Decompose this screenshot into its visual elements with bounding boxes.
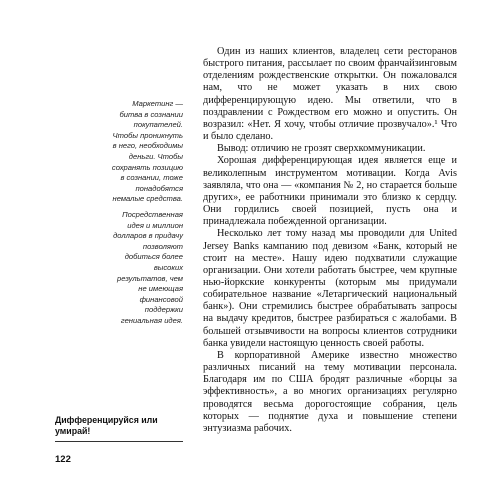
body-paragraph: Хорошая дифференцирующая идея является еще и великолепным инструментом мотивации. Когда Avis заявляла, что она — «компания № 2, но старается больше других», ее работники принимали это близко к сердцу. Они гордились своей позицией, пусть она и принадлежала побежденной организации. <box>203 155 457 228</box>
sidebar-quote-paragraph: Посредственная идея и миллион долларов в придачу позволяют добиться более высоких результатов, чем не имеющая финансовой поддержки гениальная идея. <box>113 209 183 325</box>
running-chapter-title: Дифференцируйся или умирай! <box>55 415 158 436</box>
body-paragraph: Один из наших клиентов, владелец сети ресторанов быстрого питания, рассылает по своим франчайзинговым отделениям рождественские открытки. Он пожаловался нам, что не может указать в них свою дифференцирующую идею. Мы ответили, что в поздравлении с Рождеством его можно и опустить. Он возразил: «Нет. Я хочу, чтобы отличие прозвучало».¹ Что и было сделано. <box>203 46 457 143</box>
page-number: 122 <box>55 454 71 465</box>
main-text-column <box>203 46 457 435</box>
body-paragraph: В корпоративной Америке известно множество различных писаний на тему мотивации персонала. Благодаря им по США бродят различные «борцы за эффективность», а во многих организациях регулярно проводятся весьма дорогостоящие собрания, цель которых — поднятие духа и повышение степени энтузиазма рабочих. <box>203 349 457 434</box>
body-paragraph: Вывод: отличию не грозят сверхкоммуникации. <box>217 143 426 155</box>
divider-rule <box>55 441 183 442</box>
sidebar-quote-paragraph: Маркетинг — битва в сознании покупателей. Чтобы проникнуть в него, необходимы деньги. Чтобы сохранять позицию в сознании, тоже понадобятся немалые средства. <box>111 99 183 204</box>
sidebar-quote <box>108 99 183 331</box>
body-paragraph: Несколько лет тому назад мы проводили для United Jersey Banks кампанию под девизом «Банк, который не стоит на месте». Нашу идею подхватили служащие организации. Они хотели работать быстрее, чем крупные нью-йоркские конкуренты (которым мы придумали собирательное название «Летаргический национальный банк»). Они стремились быстрее обрабатывать запросы на выдачу кредитов, быстрее разбираться с жалобами. В большей отзывчивости на вопросы клиентов сотрудники банка увидели настоящую ценность своей работы. <box>203 228 457 349</box>
